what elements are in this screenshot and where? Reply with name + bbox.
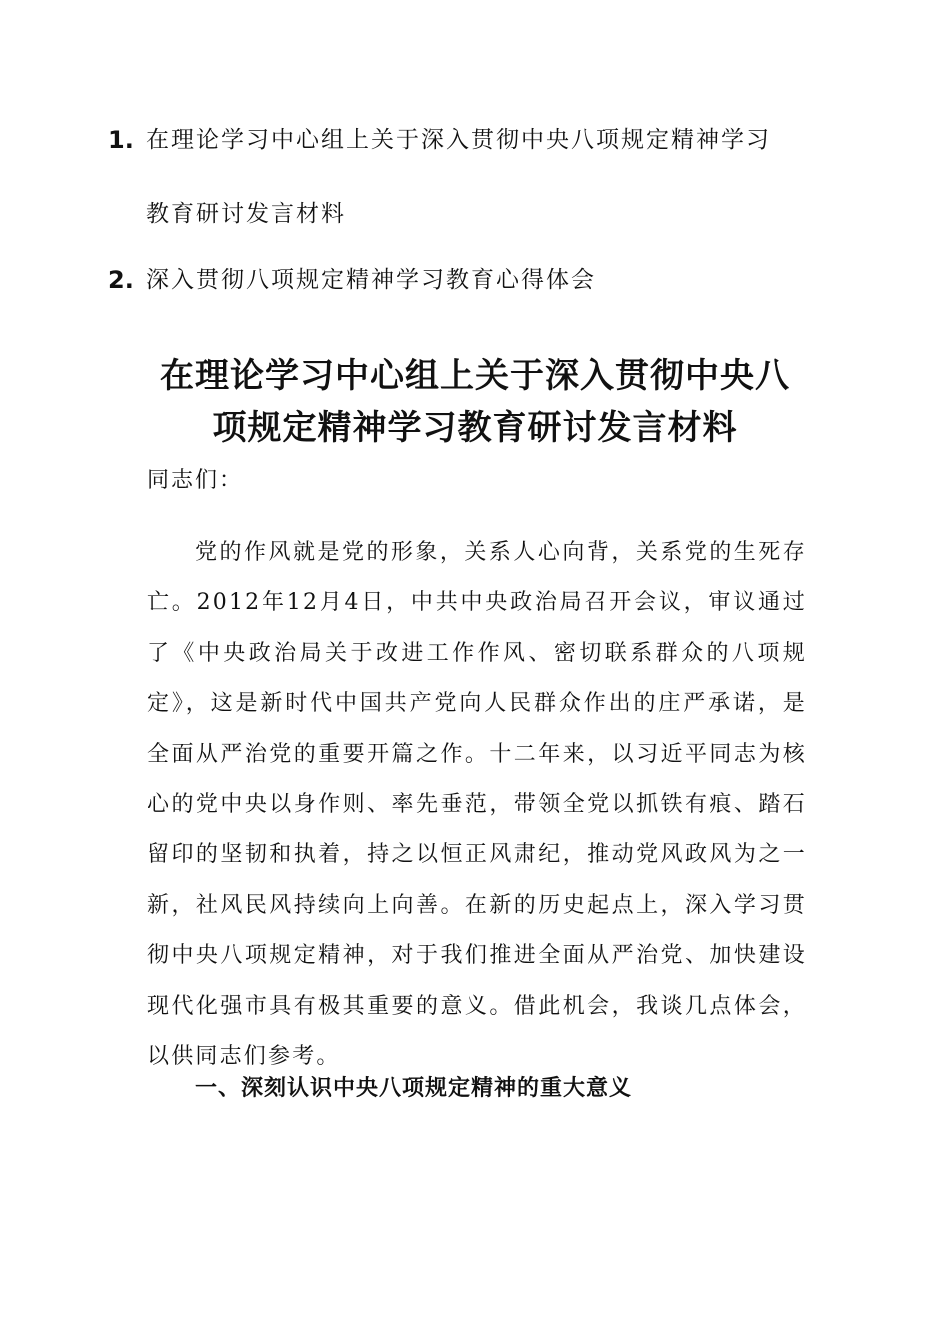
document-title-line1: 在理论学习中心组上关于深入贯彻中央八 [160,356,790,396]
document-title-line2: 项规定精神学习教育研讨发言材料 [212,408,738,448]
body-paragraph: 党的作风就是党的形象，关系人心向背，关系党的生死存亡。2012年12月4日，中共中央政治局召开会议，审议通过了《中央政治局关于改进工作作风、密切联系群众的八项规定》，这是新时代中国共产党向人民群众作出的庄严承诺，是全面从严治党的重要开篇之作。十二年来，以习近平同志为核心的党中央以身作则、率先垂范，带领全党以抓铁有痕、踏石留印的坚韧和执着，持之以恒正风肃纪，推动党风政风为之一新，社风民风持续向上向善。在新的历史起点上，深入学习贯彻中央八项规定精神，对于我们推进全面从严治党、加快建设现代化强市具有极其重要的意义。借此机会，我谈几点体会，以供同志们参考。 [147,540,807,1070]
salutation: 同志们： [147,468,244,493]
toc-item-title-line1: 在理论学习中心组上关于深入贯彻中央八项规定精神学习 [146,127,771,153]
toc-item-2[interactable] [108,268,828,292]
document-title [140,350,810,454]
table-of-contents [108,128,828,292]
toc-item-1[interactable] [108,128,828,226]
toc-item-number: 1. [108,126,134,154]
toc-item-number: 2. [108,266,134,294]
toc-item-title-line2: 教育研讨发言材料 [146,201,346,227]
toc-item-title-line1: 深入贯彻八项规定精神学习教育心得体会 [146,267,596,293]
section-heading: 一、深刻认识中央八项规定精神的重大意义 [195,1076,633,1101]
